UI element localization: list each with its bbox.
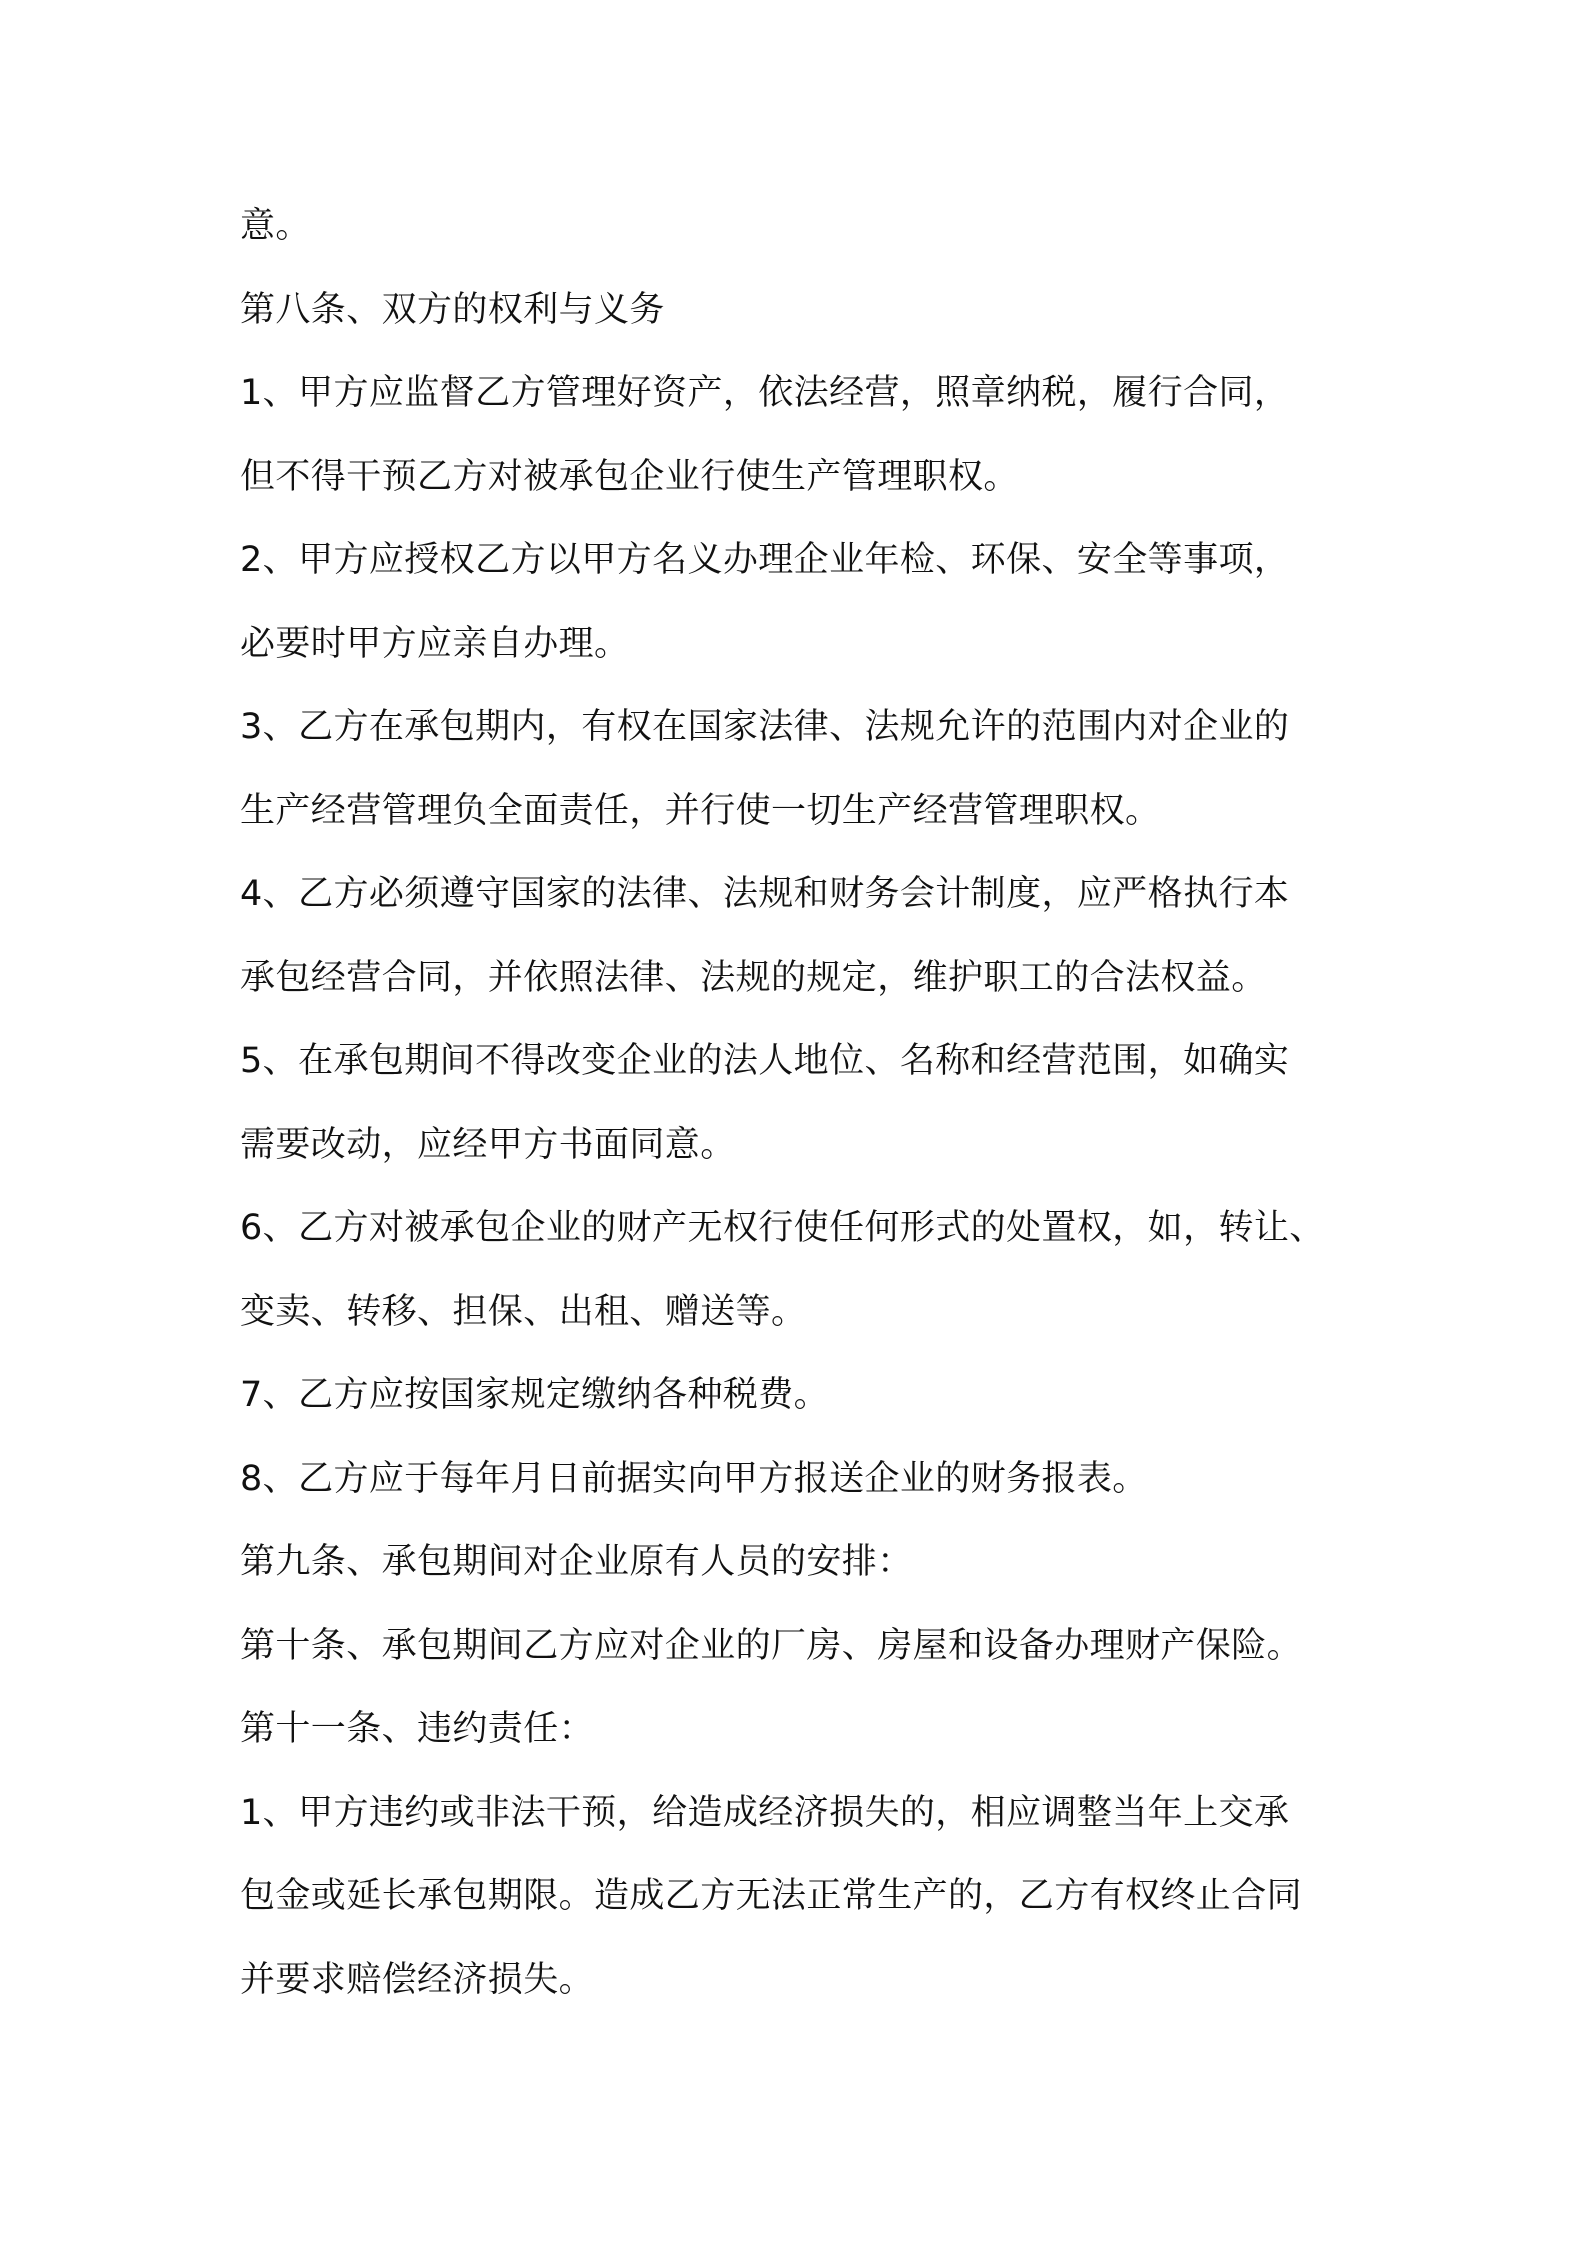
clause-11-1-line-2: 包金或延长承包期限。造成乙方无法正常生产的，乙方有权终止合同 — [240, 1876, 1303, 1916]
article-10: 第十条、承包期间乙方应对企业的厂房、房屋和设备办理财产保险。 — [240, 1625, 1303, 1666]
clause-8-5-line-2: 需要改动，应经甲方书面同意。 — [240, 1124, 736, 1165]
clause-8-5-line-1: 5、在承包期间不得改变企业的法人地位、名称和经营范围，如确实 — [240, 1041, 1290, 1081]
clause-11-1-line-1: 1、甲方违约或非法干预，给造成经济损失的，相应调整当年上交承 — [240, 1792, 1290, 1833]
clause-8-3-line-2: 生产经营管理负全面责任，并行使一切生产经营管理职权。 — [240, 790, 1161, 831]
clause-8-4-line-1: 4、乙方必须遵守国家的法律、法规和财务会计制度，应严格执行本 — [240, 874, 1290, 914]
clause-8-1-line-2: 但不得干预乙方对被承包企业行使生产管理职权。 — [240, 456, 1019, 497]
article-11-heading: 第十一条、违约责任： — [240, 1709, 595, 1749]
clause-8-7: 7、乙方应按国家规定缴纳各种税费。 — [240, 1375, 830, 1415]
text-line-continuation: 意。 — [240, 206, 311, 246]
clause-8-6-line-2: 变卖、转移、担保、出租、赠送等。 — [240, 1291, 807, 1332]
clause-8-2-line-2: 必要时甲方应亲自办理。 — [240, 623, 630, 664]
clause-8-2-line-1: 2、甲方应授权乙方以甲方名义办理企业年检、环保、安全等事项， — [240, 540, 1290, 580]
clause-8-8: 8、乙方应于每年月日前据实向甲方报送企业的财务报表。 — [240, 1458, 1148, 1499]
clause-8-6-line-1: 6、乙方对被承包企业的财产无权行使任何形式的处置权，如，转让、 — [240, 1208, 1325, 1248]
clause-8-4-line-2: 承包经营合同，并依照法律、法规的规定，维护职工的合法权益。 — [240, 957, 1267, 998]
article-9-heading: 第九条、承包期间对企业原有人员的安排： — [240, 1542, 913, 1582]
clause-11-1-line-3: 并要求赔偿经济损失。 — [240, 1959, 595, 2000]
article-8-heading: 第八条、双方的权利与义务 — [240, 289, 665, 330]
document-body — [240, 199, 1380, 2036]
clause-8-1-line-1: 1、甲方应监督乙方管理好资产，依法经营，照章纳税，履行合同， — [240, 373, 1290, 413]
clause-8-3-line-1: 3、乙方在承包期内，有权在国家法律、法规允许的范围内对企业的 — [240, 707, 1290, 747]
